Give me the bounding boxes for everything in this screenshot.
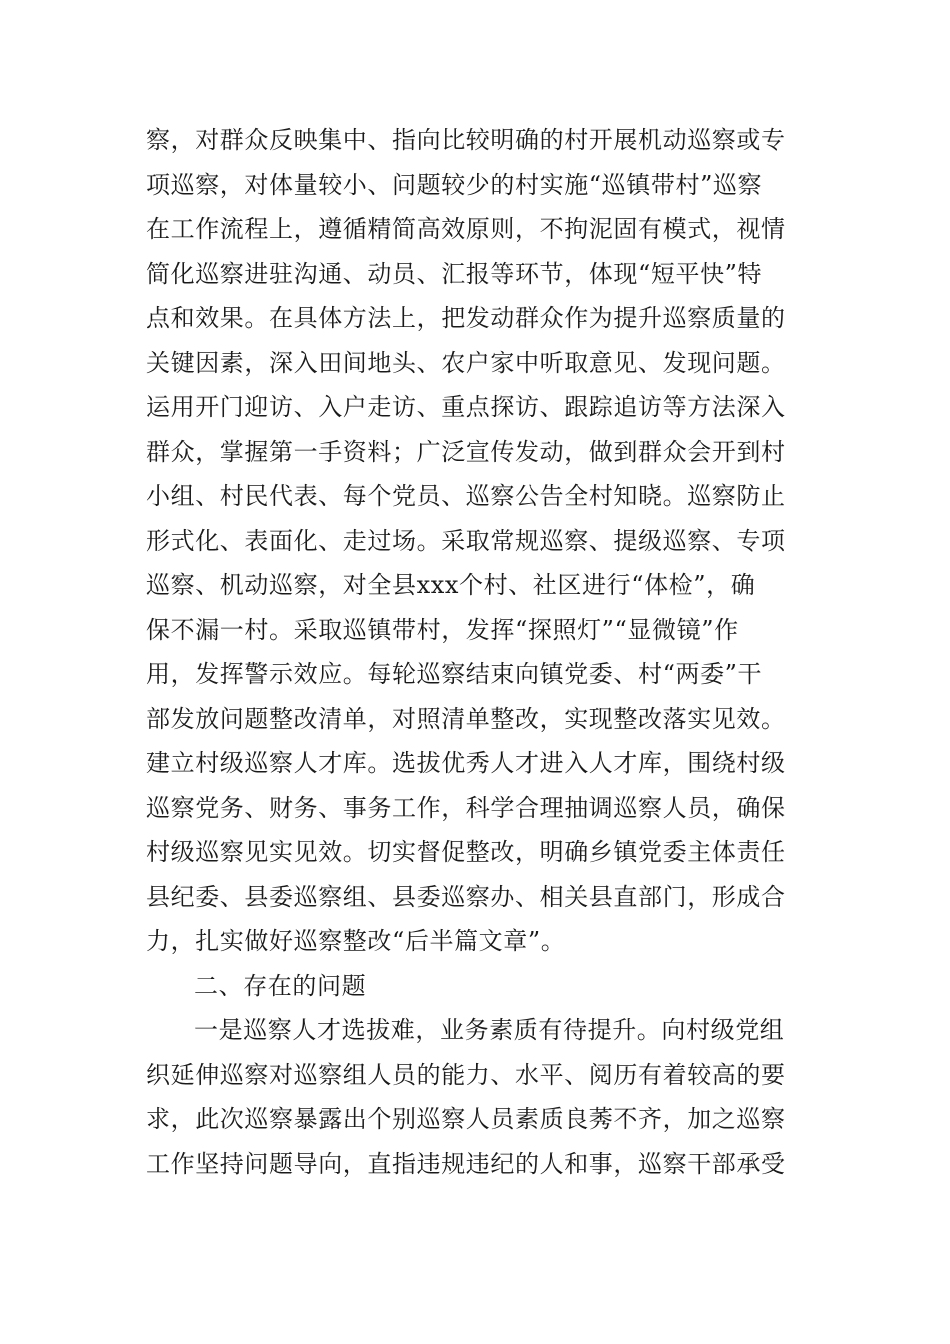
- body-line-18: 县纪委、县委巡察组、县委巡察办、相关县直部门，形成合: [146, 882, 786, 911]
- body-line-5: 点和效果。在具体方法上，把发动群众作为提升巡察质量的: [146, 304, 786, 332]
- section-line-3: 求，此次巡察暴露出个别巡察人员素质良莠不齐，加之巡察: [146, 1105, 786, 1133]
- body-line-7: 运用开门迎访、入户走访、重点探访、跟踪追访等方法深入: [146, 393, 786, 421]
- body-line-9: 小组、村民代表、每个党员、巡察公告全村知晓。巡察防止: [146, 482, 786, 510]
- body-line-2: 项巡察，对体量较小、问题较少的村实施“巡镇带村”巡察: [146, 170, 763, 199]
- body-line-10: 形式化、表面化、走过场。采取常规巡察、提级巡察、专项: [146, 526, 786, 555]
- body-line-6: 关键因素，深入田间地头、农户家中听取意见、发现问题。: [146, 348, 786, 377]
- section-heading: 二、存在的问题: [194, 971, 367, 1000]
- body-line-14: 部发放问题整改清单，对照清单整改，实现整改落实见效。: [146, 704, 786, 733]
- section-line-4: 工作坚持问题导向，直指违规违纪的人和事，巡察干部承受: [146, 1149, 786, 1178]
- document-body: [146, 118, 810, 1186]
- section-line-2: 织延伸巡察对巡察组人员的能力、水平、阅历有着较高的要: [146, 1060, 786, 1089]
- section-line-1: 一是巡察人才选拔难，业务素质有待提升。向村级党组: [194, 1016, 785, 1044]
- body-line-12: 保不漏一村。采取巡镇带村，发挥“探照灯”“显微镜”作: [146, 615, 739, 644]
- body-line-19: 力，扎实做好巡察整改“后半篇文章”。: [146, 927, 566, 955]
- body-line-3: 在工作流程上，遵循精简高效原则，不拘泥固有模式，视情: [146, 215, 786, 243]
- body-line-4: 简化巡察进驻沟通、动员、汇报等环节，体现“短平快”特: [146, 259, 763, 288]
- body-line-17: 村级巡察见实见效。切实督促整改，明确乡镇党委主体责任: [146, 838, 786, 866]
- body-line-8: 群众，掌握第一手资料；广泛宣传发动，做到群众会开到村: [146, 437, 786, 466]
- body-line-1: 察，对群众反映集中、指向比较明确的村开展机动巡察或专: [146, 126, 786, 154]
- body-line-13: 用，发挥警示效应。每轮巡察结束向镇党委、村“两委”干: [146, 660, 763, 688]
- body-line-16: 巡察党务、财务、事务工作，科学合理抽调巡察人员，确保: [146, 793, 786, 822]
- body-line-11: 巡察、机动巡察，对全县xxx个村、社区进行“体检”，确: [146, 571, 756, 599]
- body-line-15: 建立村级巡察人才库。选拔优秀人才进入人才库，围绕村级: [146, 749, 786, 777]
